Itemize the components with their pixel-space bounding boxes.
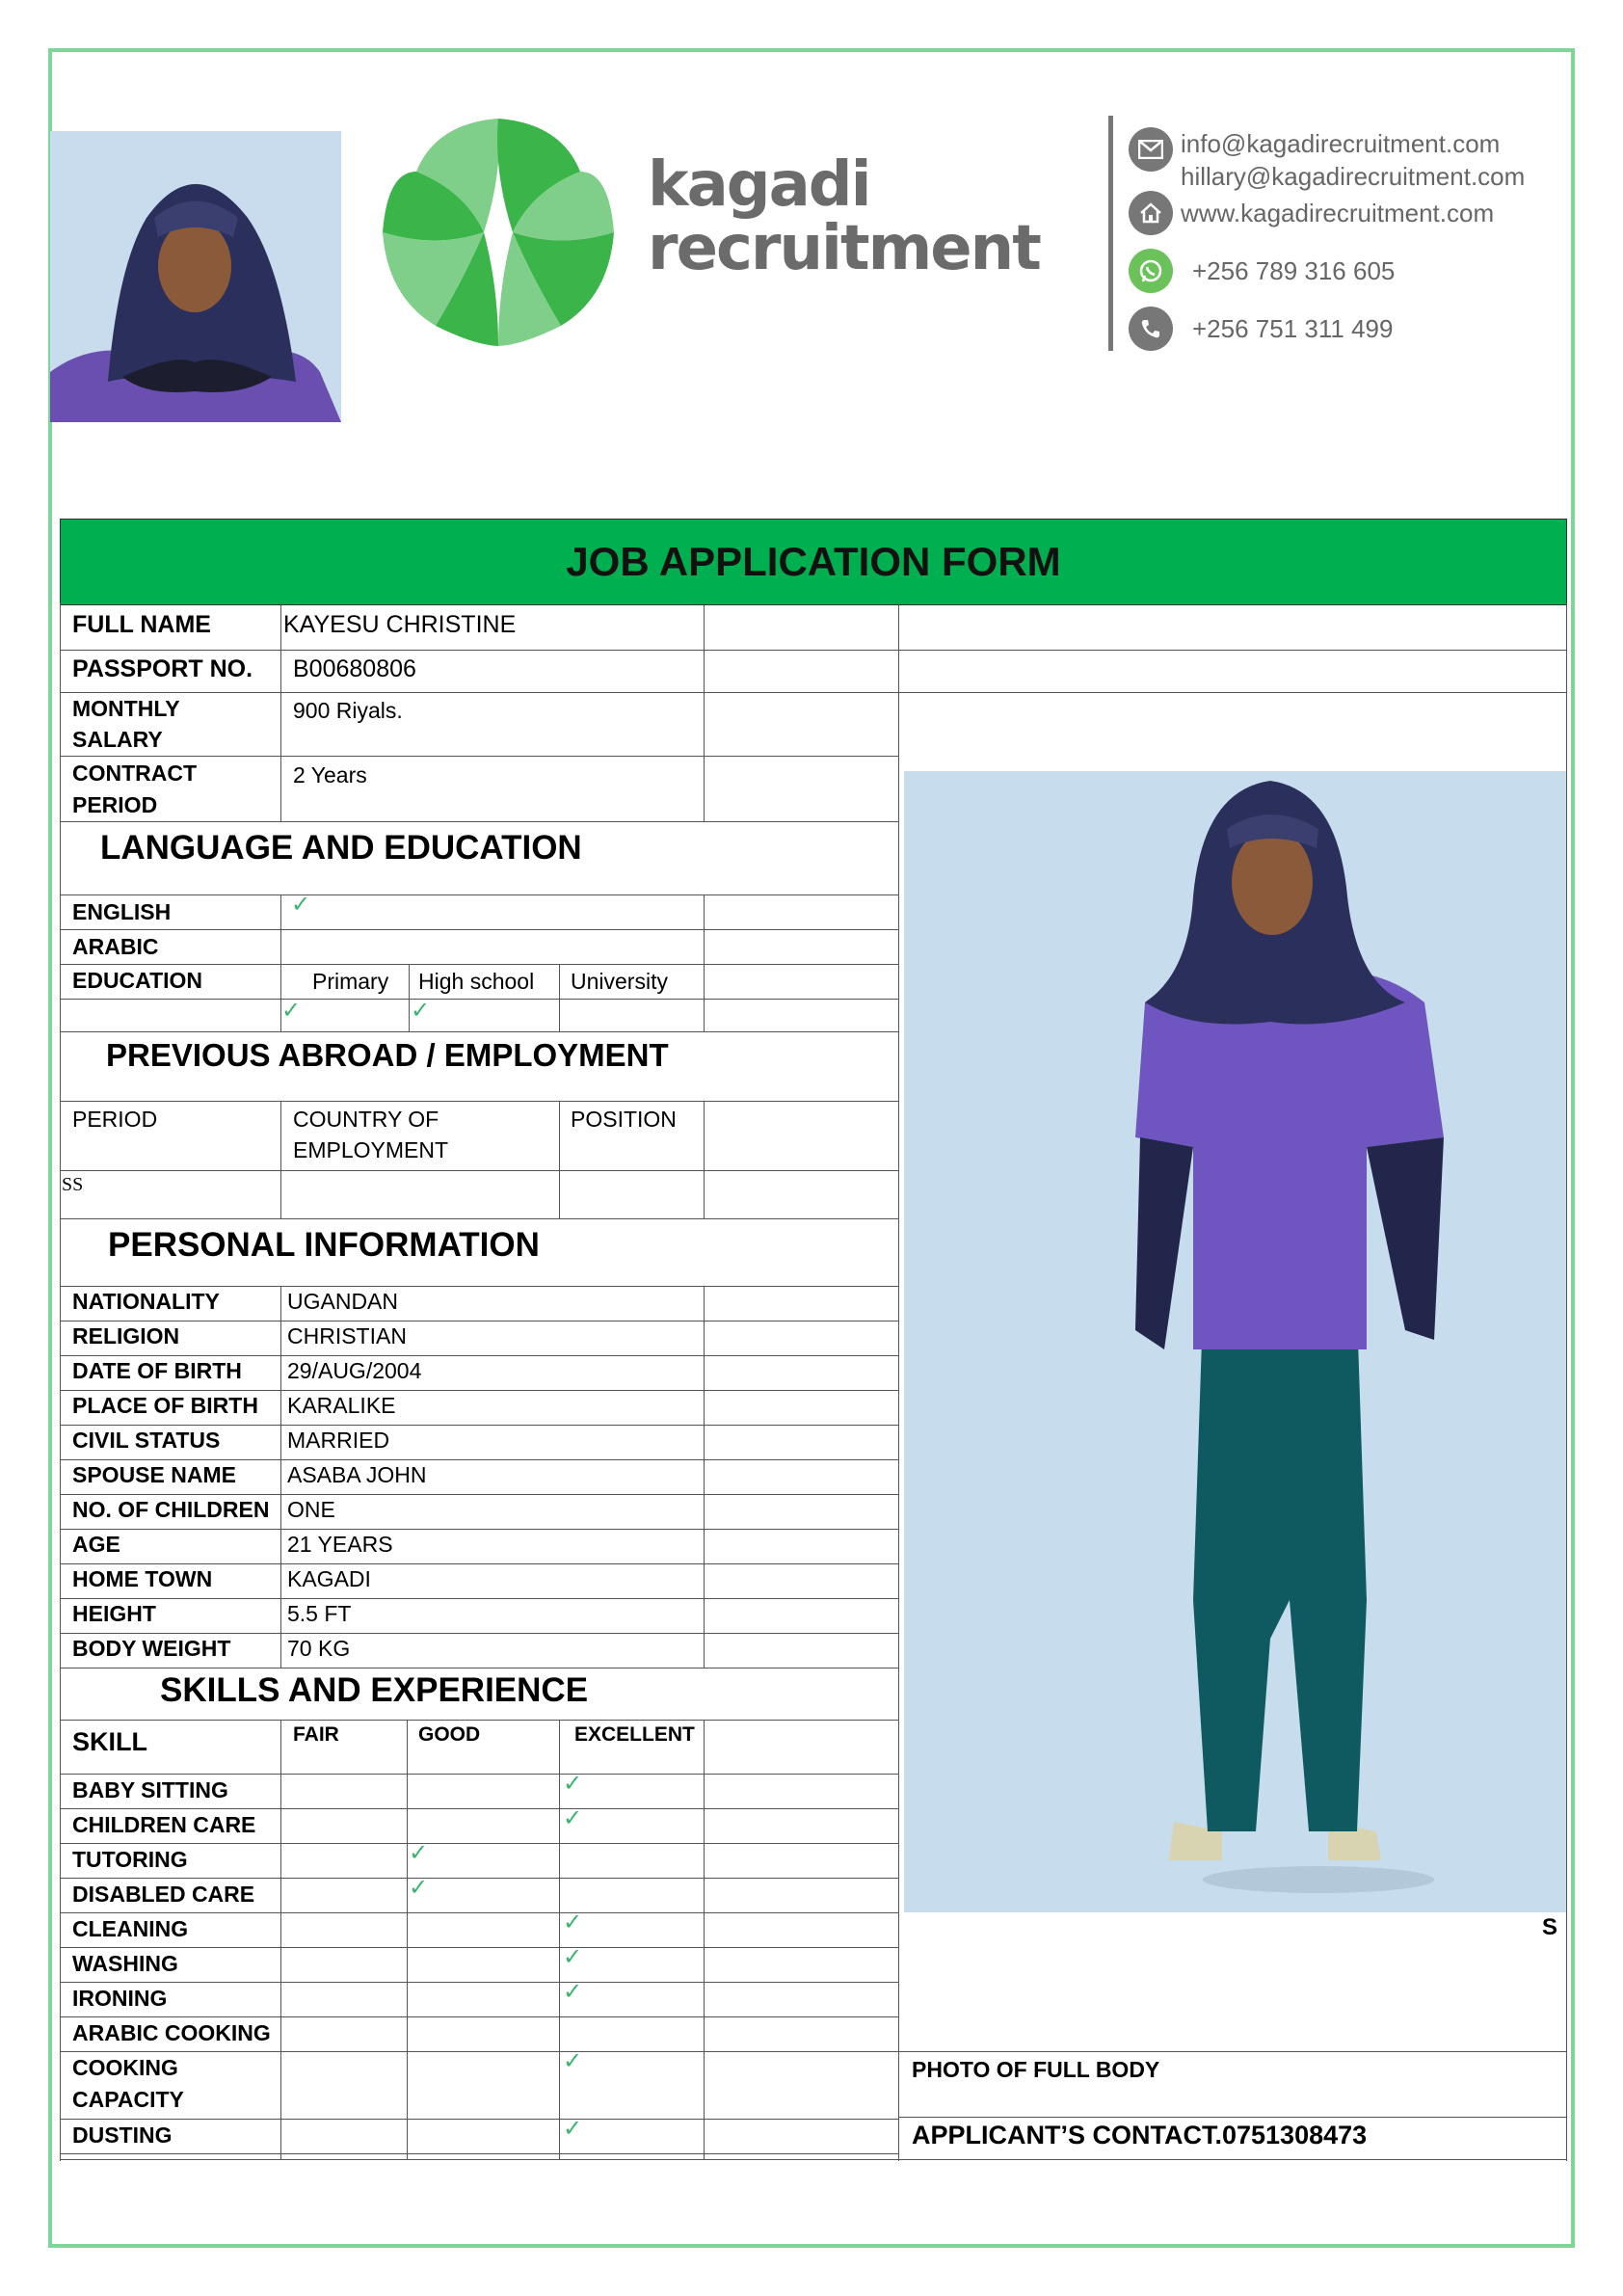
grid-line (704, 1286, 705, 1668)
grid-line (60, 1563, 898, 1564)
personal-row-label: RELIGION (72, 1323, 180, 1348)
primary-label: Primary (312, 969, 389, 994)
grid-line (1566, 603, 1567, 2161)
grid-line (60, 2016, 898, 2017)
position-header: POSITION (571, 1107, 677, 1132)
phone-icon (1129, 307, 1173, 351)
abroad-heading: PREVIOUS ABROAD / EMPLOYMENT (106, 1037, 669, 1073)
full-name-label: FULL NAME (72, 611, 211, 638)
skill-check-icon: ✓ (563, 1771, 583, 1797)
skill-check-icon: ✓ (563, 2116, 583, 2142)
skills-heading: SKILLS AND EXPERIENCE (160, 1671, 589, 1709)
skill-row-label: BABY SITTING (72, 1777, 228, 1802)
good-header: GOOD (418, 1723, 481, 1746)
contact-whatsapp (1129, 249, 1395, 293)
stray-s-text: S (1542, 1914, 1558, 1940)
skill-row-label: CLEANING (72, 1916, 189, 1941)
period-header: PERIOD (72, 1107, 158, 1132)
fair-header: FAIR (293, 1723, 339, 1746)
personal-row-value: ONE (287, 1497, 335, 1522)
grid-line (60, 1668, 898, 1669)
grid-line (60, 894, 898, 895)
grid-line (60, 1633, 898, 1634)
english-check-icon: ✓ (291, 892, 311, 918)
grid-line (60, 821, 898, 822)
abroad-row-text: SS (62, 1174, 84, 1195)
grid-line (898, 2117, 1567, 2118)
grid-line (60, 1170, 898, 1171)
contract-value: 2 Years (293, 762, 367, 788)
skill-row-label: CAPACITY (72, 2087, 184, 2112)
grid-line (60, 1101, 898, 1102)
grid-line (60, 1459, 898, 1460)
full-body-photo (904, 771, 1567, 1912)
personal-heading: PERSONAL INFORMATION (108, 1226, 540, 1264)
skill-row-label: IRONING (72, 1986, 168, 2011)
high-school-check-icon: ✓ (411, 998, 431, 1024)
grid-line (409, 964, 410, 1031)
grid-line (60, 1425, 898, 1426)
skill-row-label: DISABLED CARE (72, 1882, 255, 1907)
brand-line-1: kagadi (648, 149, 870, 221)
personal-row-label: SPOUSE NAME (72, 1462, 236, 1487)
skill-check-icon: ✓ (409, 1875, 429, 1901)
skill-row-label: ARABIC COOKING (72, 2020, 271, 2045)
personal-row-label: DATE OF BIRTH (72, 1358, 242, 1383)
whatsapp-number[interactable]: +256 789 316 605 (1192, 256, 1396, 285)
skill-check-icon: ✓ (563, 1909, 583, 1936)
grid-line (60, 1598, 898, 1599)
personal-row-label: NATIONALITY (72, 1289, 220, 1314)
grid-line (60, 756, 898, 757)
grid-line (60, 2153, 898, 2154)
personal-row-value: 29/AUG/2004 (287, 1358, 422, 1383)
personal-row-label: HOME TOWN (72, 1566, 213, 1591)
grid-line (60, 1982, 898, 1983)
home-icon (1129, 191, 1173, 235)
grid-line (60, 1720, 898, 1721)
skill-check-icon: ✓ (409, 1840, 429, 1866)
personal-row-value: CHRISTIAN (287, 1323, 407, 1348)
grid-line (60, 1843, 898, 1844)
grid-line (60, 2119, 898, 2120)
contract-label-1: CONTRACT (72, 761, 198, 786)
education-label: EDUCATION (72, 968, 203, 993)
salary-label-2: SALARY (72, 727, 163, 752)
grid-line (704, 1101, 705, 1218)
personal-row-label: HEIGHT (72, 1601, 156, 1626)
grid-line (559, 1720, 560, 2159)
passport-value: B00680806 (293, 655, 416, 682)
grid-line (60, 1912, 898, 1913)
grid-line (60, 1390, 898, 1391)
grid-line (60, 2051, 898, 2052)
phone-number[interactable]: +256 751 311 499 (1192, 314, 1394, 343)
personal-row-value: UGANDAN (287, 1289, 399, 1314)
salary-label-1: MONTHLY (72, 696, 180, 721)
contact-website (1129, 191, 1494, 235)
contact-email (1129, 127, 1525, 193)
english-label: ENGLISH (72, 899, 172, 924)
grid-line (60, 2159, 1567, 2160)
skill-check-icon: ✓ (563, 1805, 583, 1831)
grid-line (60, 1878, 898, 1879)
primary-check-icon: ✓ (281, 998, 302, 1024)
arabic-label: ARABIC (72, 934, 159, 959)
grid-line (60, 964, 898, 965)
grid-line (704, 1720, 705, 2159)
university-label: University (571, 969, 668, 994)
grid-line (60, 1774, 898, 1775)
kagadi-logo (378, 114, 619, 351)
personal-row-label: NO. OF CHILDREN (72, 1497, 270, 1522)
grid-line (407, 1720, 408, 2159)
grid-line (60, 1355, 898, 1356)
brand-line-2: recruitment (648, 213, 1040, 284)
skill-row-label: DUSTING (72, 2122, 173, 2148)
grid-line (704, 603, 705, 821)
skill-row-label: CHILDREN CARE (72, 1812, 256, 1837)
grid-line (60, 1286, 898, 1287)
personal-row-value: KAGADI (287, 1566, 371, 1591)
personal-row-label: CIVIL STATUS (72, 1428, 221, 1453)
grid-line (60, 1808, 898, 1809)
form-title: JOB APPLICATION FORM (60, 519, 1567, 605)
mail-icon (1129, 127, 1173, 172)
skill-row-label: WASHING (72, 1951, 178, 1976)
grid-line (280, 1101, 281, 1218)
grid-line (60, 603, 61, 2161)
grid-line (898, 603, 899, 2161)
country-header-1: COUNTRY OF (293, 1107, 439, 1132)
grid-line (60, 1031, 898, 1032)
passport-label: PASSPORT NO. (72, 655, 253, 682)
personal-row-value: 5.5 FT (287, 1601, 352, 1626)
personal-row-value: MARRIED (287, 1428, 390, 1453)
photo-caption: PHOTO OF FULL BODY (912, 2057, 1160, 2082)
grid-line (559, 964, 560, 1031)
personal-row-label: AGE (72, 1532, 120, 1557)
grid-line (280, 603, 281, 821)
skill-check-icon: ✓ (563, 2048, 583, 2074)
full-name-value: KAYESU CHRISTINE (283, 611, 517, 638)
grid-line (60, 999, 898, 1000)
contact-phone (1129, 307, 1393, 351)
high-school-label: High school (418, 969, 535, 994)
contact-block (1108, 116, 1556, 351)
grid-line (60, 1321, 898, 1322)
applicant-contact: APPLICANT’S CONTACT.0751308473 (912, 2121, 1368, 2149)
headshot-photo (50, 131, 341, 422)
grid-line (898, 2051, 1567, 2052)
language-heading: LANGUAGE AND EDUCATION (100, 829, 582, 867)
grid-line (60, 929, 898, 930)
grid-line (60, 1218, 898, 1219)
salary-value: 900 Riyals. (293, 698, 403, 723)
brand-name (648, 149, 1040, 284)
grid-line (559, 1101, 560, 1218)
grid-line (60, 1947, 898, 1948)
grid-line (60, 650, 1567, 651)
email-2[interactable]: hillary@kagadirecruitment.com (1181, 162, 1526, 191)
grid-line (704, 894, 705, 1031)
skill-row-label: TUTORING (72, 1847, 188, 1872)
personal-row-label: PLACE OF BIRTH (72, 1393, 258, 1418)
grid-line (60, 1529, 898, 1530)
skill-row-label: COOKING (72, 2055, 178, 2080)
website[interactable]: www.kagadirecruitment.com (1181, 199, 1495, 227)
personal-row-label: BODY WEIGHT (72, 1636, 231, 1661)
contract-label-2: PERIOD (72, 792, 158, 817)
email-1[interactable]: info@kagadirecruitment.com (1181, 129, 1501, 158)
personal-row-value: 70 KG (287, 1636, 351, 1661)
country-header-2: EMPLOYMENT (293, 1137, 449, 1162)
grid-line (60, 692, 1567, 693)
excellent-header: EXCELLENT (574, 1723, 695, 1746)
personal-row-value: 21 YEARS (287, 1532, 393, 1557)
grid-line (60, 1494, 898, 1495)
grid-line (280, 1286, 281, 1668)
grid-line (280, 1720, 281, 2159)
personal-row-value: ASABA JOHN (287, 1462, 427, 1487)
whatsapp-icon (1129, 249, 1173, 293)
skill-check-icon: ✓ (563, 1979, 583, 2005)
skill-header: SKILL (72, 1727, 147, 1756)
skill-check-icon: ✓ (563, 1944, 583, 1970)
personal-row-value: KARALIKE (287, 1393, 396, 1418)
